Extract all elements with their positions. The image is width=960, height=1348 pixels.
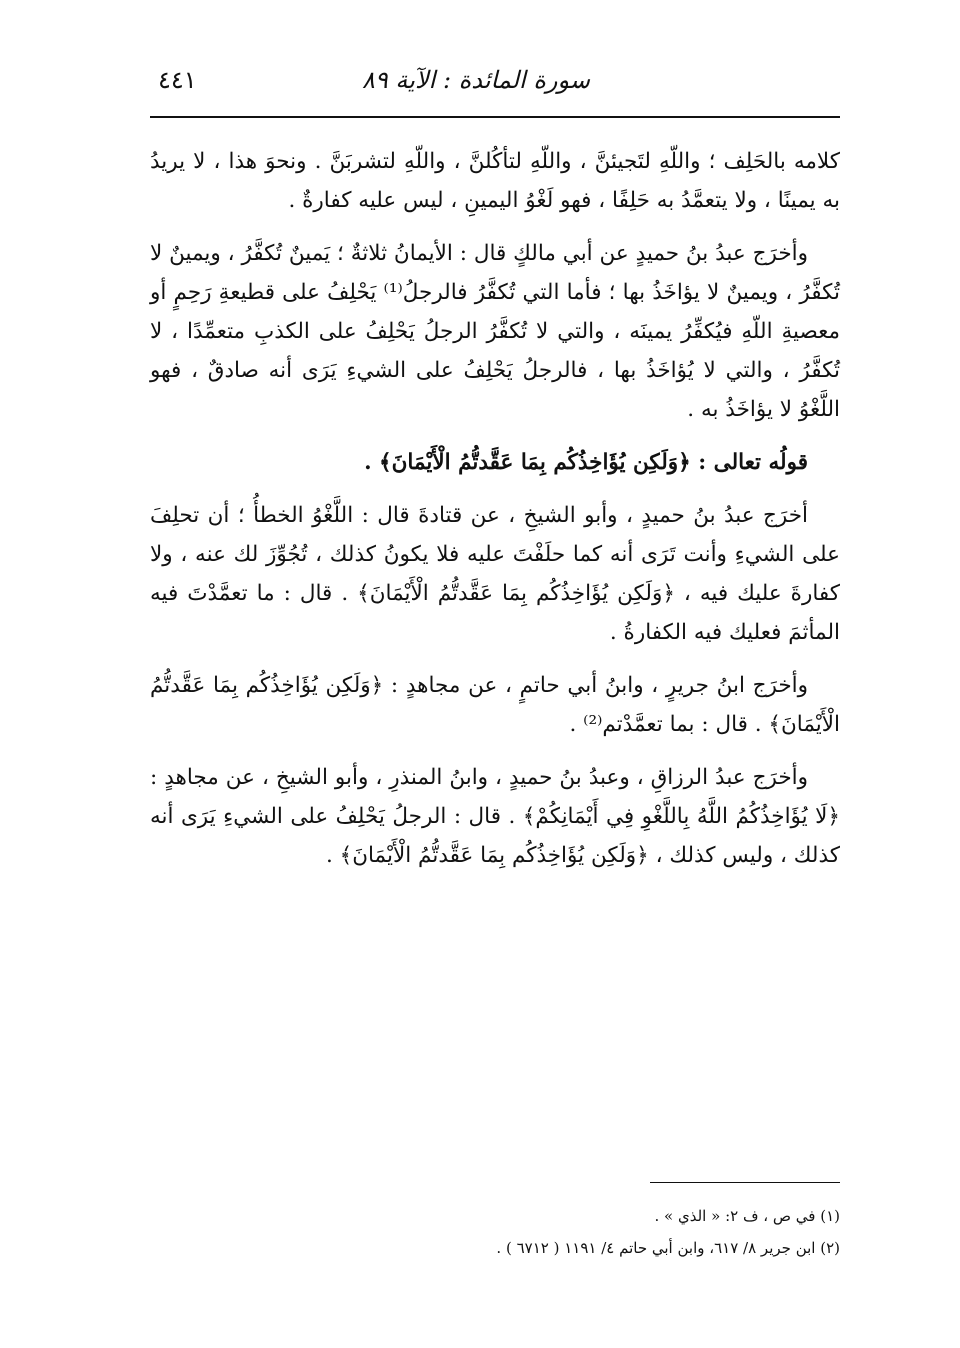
- paragraph-abi-malik: وأخرَج عبدُ بنُ حميدٍ عن أبي مالكٍ قال : الأيمانُ ثلاثةٌ ؛ يَمينٌ تُكفَّرُ ، ويمينٌ لا تُكفَّرُ ، ويمينٌ لا يؤاخَذُ بها ؛ فأما التي تُكفَّرُ فالرجلُ⁽¹⁾ يَحْلِفُ على قطيعةِ رَحِمٍ أو معصيةِ اللّهِ فيُكفِّرُ يمينَه ، والتي لا تُكفَّرُ الرجلُ يَحْلِفُ على الكذبِ متعمِّدًا ، لا تُكفَّرُ ، والتي لا يُؤاخَذُ بها ، فالرجلُ يَحْلِفُ على الشيءِ يَرَى أنه صادقٌ ، فهو اللَّغْوُ لا يؤاخَذُ به .: [150, 241, 840, 422]
- footnote-1: (١) في ص ، ف ٢: « الذي » .: [654, 1207, 840, 1225]
- page-number: ٤٤١: [158, 66, 197, 94]
- surah-title: سورة المائدة : الآية ٨٩: [362, 66, 590, 94]
- book-page: [150, 58, 840, 1257]
- running-header: [150, 58, 840, 116]
- paragraph-qatada: أخرَج عبدُ بنُ حميدٍ ، وأبو الشيخِ ، عن قتادةَ قال : اللَّغْوُ الخطأُ ؛ أن تحلِفَ على الشيءِ وأنت تَرَى أنه كما حلَفْتَ عليه فلا يكونُ كذلك ، تُجُوِّزَ لك عنه ، ولا كفارةَ عليك فيه ، ﴿وَلَكِن يُؤَاخِذُكُم بِمَا عَقَّدتُّمُ الْأَيْمَانَ﴾ . قال : ما تعمَّدْتَ فيه المأثمَ فعليك فيه الكفارةُ .: [150, 503, 840, 645]
- paragraph-ibn-jarir: وأخرَج ابنُ جريرٍ ، وابنُ أبي حاتمٍ ، عن مجاهدٍ : ﴿وَلَكِن يُؤَاخِذُكُم بِمَا عَقَّدتُّمُ الْأَيْمَانَ﴾ . قال : بما تعمَّدْتم⁽²⁾ .: [150, 673, 840, 737]
- header-rule: [150, 116, 840, 118]
- footnotes: [150, 1200, 840, 1264]
- footnote-2: (٢) ابن جرير ٨/ ٦١٧، وابن أبي حاتم ٤/ ١١٩١ ( ٦٧١٢ ) .: [496, 1239, 840, 1257]
- verse-heading: قولُه تعالى : ﴿وَلَكِن يُؤَاخِذُكُم بِمَا عَقَّدتُّمُ الْأَيْمَانَ﴾ .: [364, 450, 808, 475]
- main-text: [150, 142, 840, 889]
- paragraph-continuation: كلامه بالحَلِف ؛ واللّهِ لتَجيئنَّ ، واللّهِ لتأكُلنَّ ، واللّهِ لتشربَنَّ . ونحوَ هذا ، لا يريدُ به يمينًا ، ولا يتعمَّدُ به حَلِفًا ، فهو لَغْوُ اليمينِ ، ليس عليه كفارةٌ .: [150, 149, 840, 213]
- footnote-rule: [650, 1182, 840, 1183]
- paragraph-mujahid: وأخرَج عبدُ الرزاقِ ، وعبدُ بنُ حميدٍ ، وابنُ المنذرِ ، وأبو الشيخِ ، عن مجاهدٍ : ﴿لَا يُؤَاخِذُكُمُ اللَّهُ بِاللَّغْوِ فِي أَيْمَانِكُمْ﴾ . قال : الرجلُ يَحْلِفُ على الشيءِ يَرَى أنه كذلك ، وليس كذلك ، ﴿وَلَكِن يُؤَاخِذُكُم بِمَا عَقَّدتُّمُ الْأَيْمَانَ﴾ .: [150, 765, 840, 868]
